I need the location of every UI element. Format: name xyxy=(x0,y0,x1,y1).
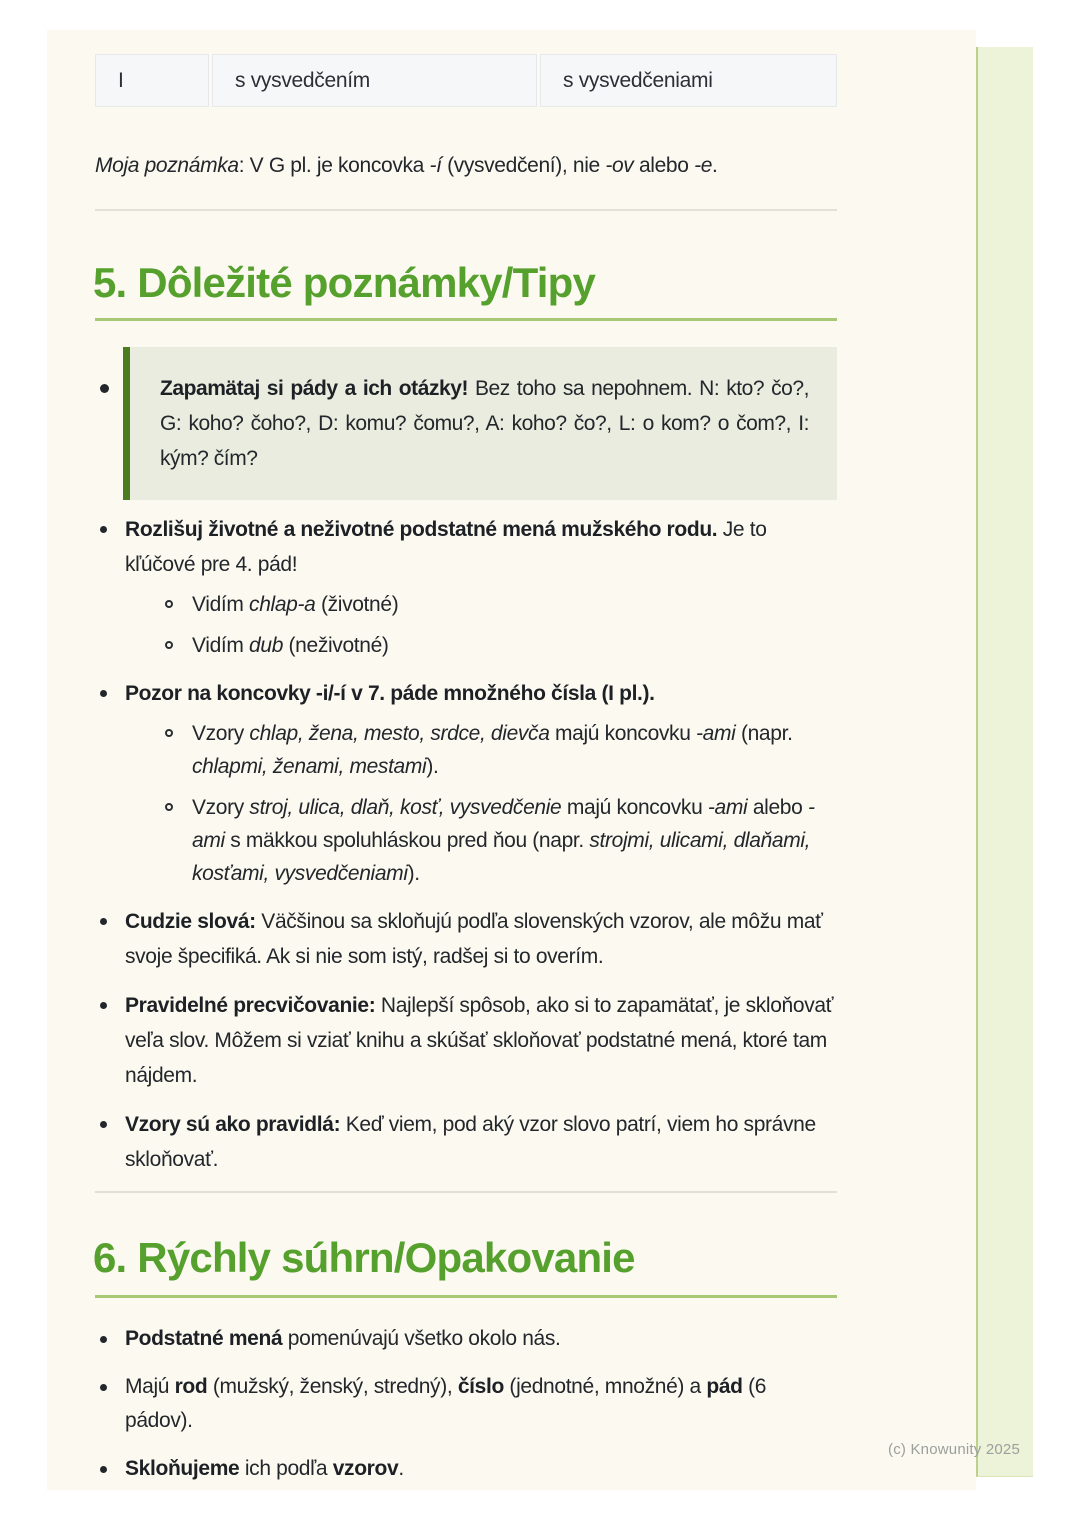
text-run: dub xyxy=(249,634,284,657)
text-run: Pozor na koncovky -i/-í v 7. páde množného čísla (I pl.). xyxy=(125,682,655,705)
section-6-heading: 6. Rýchly súhrn/Opakovanie xyxy=(93,1234,635,1281)
sub-list-item-text xyxy=(192,593,398,616)
table-cell-case: I xyxy=(95,54,209,107)
text-run: chlapmi, ženami, mestami xyxy=(192,755,427,778)
section-divider xyxy=(95,1191,837,1193)
text-run: ). xyxy=(426,755,439,778)
sub-list-item xyxy=(162,588,837,621)
text-run: (napr. xyxy=(735,722,793,745)
summary-list xyxy=(95,1322,837,1500)
section-5-underline xyxy=(95,318,837,321)
text-run: : V G pl. je koncovka xyxy=(238,154,430,177)
list-item xyxy=(95,904,837,974)
text-run: (jednotné, množné) a xyxy=(503,1375,707,1398)
author-note xyxy=(95,148,837,183)
list-item xyxy=(95,988,837,1093)
text-run: Rozlišuj životné a neživotné podstatné mená mužského rodu. xyxy=(125,518,718,541)
list-item-text xyxy=(125,1370,837,1438)
text-run: (neživotné) xyxy=(283,634,389,657)
text-run: Majú xyxy=(125,1375,175,1398)
section-6-underline xyxy=(95,1295,837,1298)
bullet-icon xyxy=(100,1466,107,1473)
page-edge-rail xyxy=(976,47,1033,1477)
text-run: Pravidelné precvičovanie: xyxy=(125,994,376,1017)
text-run: vzorov xyxy=(332,1457,399,1480)
text-run: -e xyxy=(694,154,713,177)
sub-list xyxy=(125,588,837,662)
text-run: strojmi, ulicami, dlaňami, kosťami, vysvedčeniami xyxy=(192,829,811,885)
text-run: Vzory xyxy=(192,796,250,819)
tip-callout xyxy=(123,347,837,500)
text-run: ). xyxy=(407,862,420,885)
bullet-icon xyxy=(100,918,107,925)
watermark: (c) Knowunity 2025 xyxy=(888,1441,1021,1458)
section-divider xyxy=(95,209,837,211)
list-item-text xyxy=(125,512,837,582)
text-run: (vysvedčení), nie xyxy=(441,154,606,177)
text-run: Cudzie slová: xyxy=(125,910,256,933)
text-run: Keď viem, pod aký vzor slovo patrí, viem ho správne skloňovať. xyxy=(125,1113,816,1171)
bullet-icon xyxy=(100,690,107,697)
sub-bullet-icon xyxy=(165,641,173,649)
text-run: pomenúvajú všetko okolo nás. xyxy=(282,1327,561,1350)
table-cell-plural: s vysvedčeniami xyxy=(540,54,837,107)
text-run: alebo xyxy=(747,796,808,819)
tips-list xyxy=(95,512,837,1191)
sub-list-item-text xyxy=(192,796,815,885)
text-run: -í xyxy=(429,154,442,177)
text-run: . xyxy=(712,154,718,177)
text-run: číslo xyxy=(457,1375,504,1398)
text-run: Zapamätaj si pády a ich otázky! xyxy=(160,377,468,400)
text-run: s mäkkou spoluhláskou pred ňou (napr. xyxy=(224,829,590,852)
list-item xyxy=(95,1107,837,1177)
bullet-icon xyxy=(100,384,109,393)
bullet-icon xyxy=(100,1336,107,1343)
sub-list-item xyxy=(162,629,837,662)
list-item-text xyxy=(125,904,837,974)
list-item xyxy=(95,676,837,890)
text-run: Bez toho sa nepohnem. N: kto? čo?, G: koho? čoho?, D: komu? čomu?, A: koho? čo?, L: o kom? o čom?, I: kým? čím? xyxy=(160,377,809,470)
sub-bullet-icon xyxy=(165,729,173,737)
bullet-icon xyxy=(100,1002,107,1009)
text-run: chlap-a xyxy=(249,593,316,616)
sub-list xyxy=(125,717,837,890)
section-5-heading: 5. Dôležité poznámky/Tipy xyxy=(93,259,596,306)
bullet-icon xyxy=(100,1384,107,1391)
text-run: Podstatné mená xyxy=(125,1327,283,1350)
sub-list-item-text xyxy=(192,722,793,778)
text-run: Vzory sú ako pravidlá: xyxy=(125,1113,341,1136)
text-run: Moja poznámka xyxy=(95,154,239,177)
text-run: -ami xyxy=(696,722,736,745)
sub-bullet-icon xyxy=(165,600,173,608)
tip-callout-text xyxy=(160,371,809,476)
sub-list-item xyxy=(162,717,837,783)
text-run: Vidím xyxy=(192,634,250,657)
sub-list-item-text xyxy=(192,634,389,657)
text-run: chlap, žena, mesto, srdce, dievča xyxy=(249,722,550,745)
list-item-text xyxy=(125,1452,837,1486)
list-item-text xyxy=(125,1107,837,1177)
text-run: ich podľa xyxy=(239,1457,333,1480)
text-run: stroj, ulica, dlaň, kosť, vysvedčenie xyxy=(249,796,562,819)
list-item xyxy=(95,512,837,662)
text-run: rod xyxy=(174,1375,208,1398)
list-item xyxy=(95,1370,837,1438)
text-run: -ami xyxy=(707,796,748,819)
table-cell-singular: s vysvedčením xyxy=(212,54,537,107)
text-run: Najlepší spôsob, ako si to zapamätať, je skloňovať veľa slov. Môžem si vziať knihu a skúšať skloňovať podstatné mená, ktoré tam nájdem. xyxy=(125,994,834,1087)
declension-table-row xyxy=(95,54,837,107)
bullet-icon xyxy=(100,1121,107,1128)
text-run: Je to kľúčové pre 4. pád! xyxy=(125,518,767,576)
text-run: Väčšinou sa skloňujú podľa slovenských vzorov, ale môžu mať svoje špecifiká. Ak si nie som istý, radšej si to overím. xyxy=(125,910,823,968)
list-item xyxy=(95,1452,837,1486)
text-run: -ami xyxy=(192,796,815,852)
text-run: (mužský, ženský, stredný), xyxy=(207,1375,458,1398)
list-item-text xyxy=(125,1322,837,1356)
text-run: majú koncovku xyxy=(549,722,697,745)
text-run: Skloňujeme xyxy=(125,1457,240,1480)
list-item xyxy=(95,1322,837,1356)
list-item-text xyxy=(125,988,837,1093)
text-run: Vzory xyxy=(192,722,250,745)
sub-bullet-icon xyxy=(165,803,173,811)
text-run: . xyxy=(398,1457,404,1480)
text-run: majú koncovku xyxy=(561,796,708,819)
text-run: alebo xyxy=(633,154,695,177)
list-item-text xyxy=(125,676,837,711)
text-run: -ov xyxy=(605,154,634,177)
text-run: (životné) xyxy=(315,593,399,616)
bullet-icon xyxy=(100,526,107,533)
text-run: Vidím xyxy=(192,593,250,616)
sub-list-item xyxy=(162,791,837,890)
text-run: pád xyxy=(706,1375,743,1398)
text-run: (6 pádov). xyxy=(125,1375,767,1432)
